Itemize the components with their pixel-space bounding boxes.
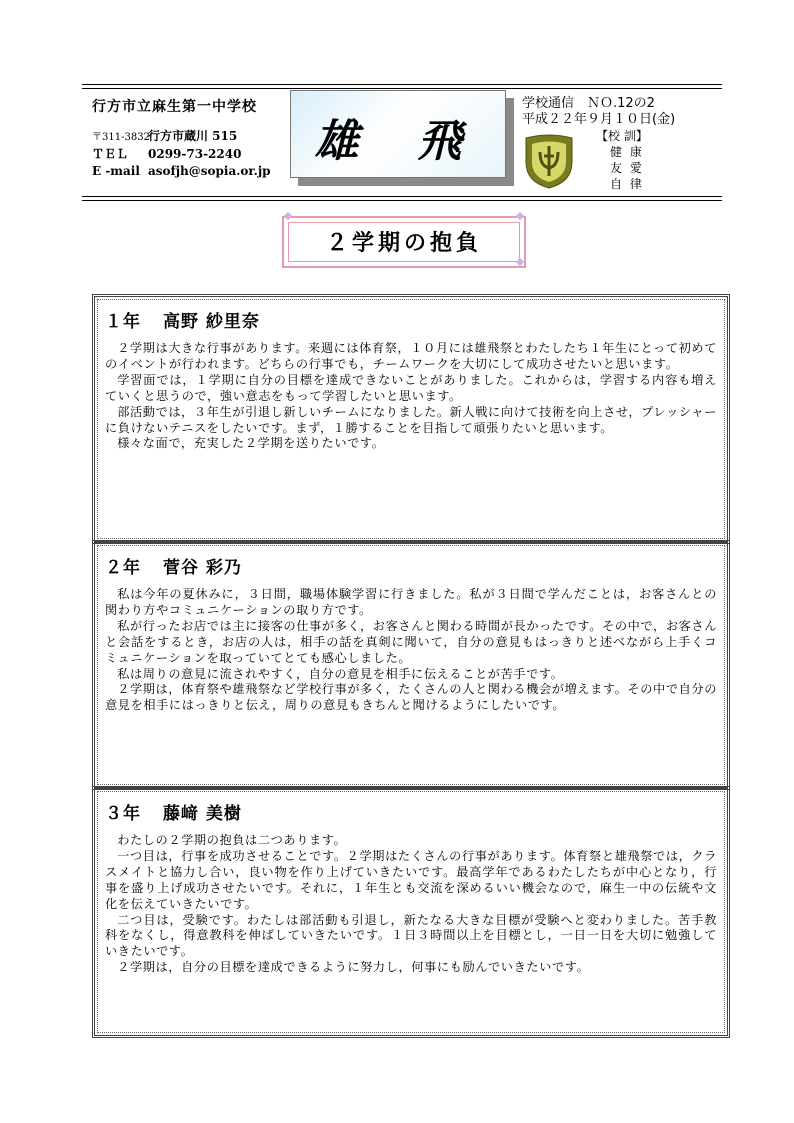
article-author: 菅谷 彩乃: [163, 558, 242, 578]
postal-code: 〒311-3832: [92, 132, 150, 143]
article-paragraph: 私は周りの意見に流されやすく，自分の意見を相手に伝えることが苦手です。: [117, 666, 564, 681]
title-banner: [282, 216, 526, 268]
header-bottom-rule: [82, 196, 722, 197]
article-grade-3: [92, 786, 730, 1038]
issue-date: 平成２２年９月１０日(金): [522, 112, 676, 127]
article-paragraph: 学習面では，１学期に自分の目標を達成できないことがありました。これからは，学習する内容も増えていくと思うので，強い意志をもって学習したいと思います。: [105, 372, 717, 403]
motto-item: 友 愛: [610, 161, 644, 175]
email-label: E -mail: [92, 164, 140, 178]
tel-row: [92, 146, 271, 163]
article-paragraph: ２学期は大きな行事があります。来週には体育祭，１０月には雄飛祭とわたしたち１年生にとって初めてのイベントが行われます。どちらの行事でも，チームワークを大切にして成功させたいと思います。: [105, 341, 717, 371]
article-body: [105, 341, 717, 452]
email-row: [92, 163, 271, 180]
newsletter-title: 雄 飛: [314, 116, 484, 167]
header-bottom-rule-2: [82, 200, 722, 201]
article-body: [105, 587, 717, 714]
school-name: 行方市立麻生第一中学校: [92, 99, 257, 115]
article-heading: [105, 307, 260, 332]
article-paragraph: 部活動では，３年生が引退し新しいチームになりました。新人戦に向けて技術を向上させ，プレッシャーに負けないテニスをしたいです。まず，１勝することを目指して頑張りたいと思います。: [105, 404, 717, 435]
email-address: asofjh@sopia.or.jp: [148, 164, 271, 178]
article-paragraph: 私が行ったお店では主に接客の仕事が多く，お客さんと関わる時間が長かったです。その中で，お客さんと会話をするとき，お店の人は，相手の話を真剣に聞いて，自分の意見もはっきりと述べながら上手くコミュニケーションを取っていてとても感心しました。: [105, 618, 717, 665]
article-paragraph: 一つ目は，行事を成功させることです。２学期はたくさんの行事があります。体育祭と雄飛祭では，クラスメイトと協力し合い，良い物を作り上げていきたいです。最高学年であるわたしたちが中心となり，行事を盛り上げ成功させたいです。それに，１年生とも交流を深めるいい機会なので，麻生一中の伝統や文化を伝えていきたいです。: [105, 848, 717, 911]
article-paragraph: わたしの２学期の抱負は二つあります。: [117, 833, 347, 847]
address: 行方市蔵川 515: [148, 129, 238, 143]
tel-number: 0299-73-2240: [148, 147, 242, 161]
article-paragraph: 私は今年の夏休みに，３日間，職場体験学習に行きました。私が３日間で学んだことは，お客さんとの関わり方やコミュニケーションの取り方です。: [105, 587, 717, 617]
contact-info: [92, 128, 271, 180]
article-grade: ３年: [105, 804, 141, 824]
motto-title: 【校 訓】: [596, 129, 648, 143]
article-paragraph: ２学期は，自分の目標を達成できるように努力し，何事にも励んでいきたいです。: [117, 960, 590, 975]
issue-info: [522, 96, 675, 128]
motto-item: 健 康: [610, 145, 644, 159]
article-paragraph: ２学期は，体育祭や雄飛祭など学校行事が多く，たくさんの人と関わる機会が増えます。その中で自分の意見を相手にはっきりと伝え，周りの意見もきちんと聞けるようにしたいです。: [105, 682, 717, 713]
school-block: [92, 96, 292, 116]
school-motto: [596, 128, 648, 192]
header-top-rule: [82, 84, 722, 85]
article-author: 高野 紗里奈: [163, 312, 260, 332]
article-paragraph: 様々な面で，充実した２学期を送りたいです。: [117, 436, 385, 451]
article-author: 藤﨑 美樹: [163, 804, 242, 824]
article-grade: １年: [105, 312, 141, 332]
article-body: [105, 833, 717, 976]
logo-face: [290, 90, 506, 178]
newsletter-logo: [290, 90, 516, 188]
issue-number: 学校通信 ＮＯ.12の2: [522, 96, 655, 111]
header-top-rule-2: [82, 88, 722, 89]
address-row: [92, 128, 271, 146]
school-crest-icon: [520, 132, 578, 190]
banner-title: ２学期の抱負: [325, 231, 482, 256]
tel-label: ＴＥＬ: [92, 147, 129, 161]
article-paragraph: 二つ目は，受験です。わたしは部活動も引退し，新たなる大きな目標が受験へと変わりました。苦手教科をなくし，得意教科を伸ばしていきたいです。１日３時間以上を目標とし，一日一日を大切に勉強していきたいです。: [105, 912, 717, 959]
article-grade-1: [92, 294, 730, 544]
article-heading: [105, 553, 242, 578]
article-grade: ２年: [105, 558, 141, 578]
article-grade-2: [92, 540, 730, 790]
motto-item: 自 律: [610, 177, 644, 191]
article-heading: [105, 799, 242, 824]
